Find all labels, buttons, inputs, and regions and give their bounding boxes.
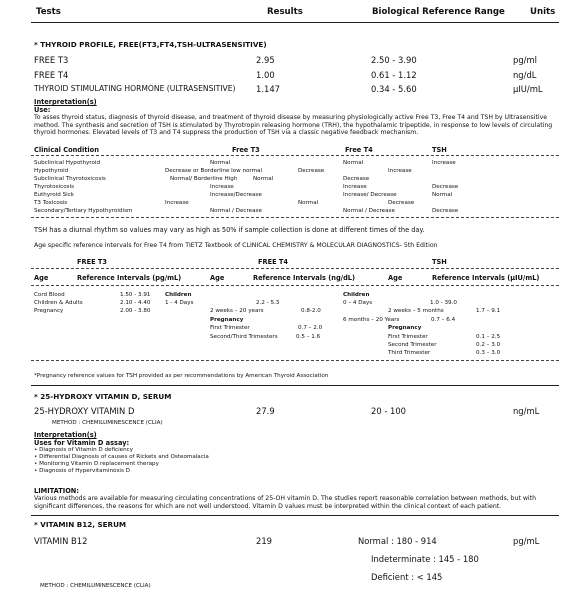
age-divider xyxy=(31,268,559,269)
t3-age: Children & Adults xyxy=(34,300,83,306)
test-unit: ng/mL xyxy=(513,406,540,416)
test-name: 25-HYDROXY VITAMIN D xyxy=(34,406,135,416)
condition-tsh: Decrease xyxy=(432,184,459,190)
tsh-age: 0 – 4 Days xyxy=(343,300,373,306)
b12-section-title: * VITAMIN B12, SERUM xyxy=(34,520,127,529)
t3-age: Pregnancy xyxy=(34,308,64,314)
condition-t3: Decrease or Borderline low normal xyxy=(165,168,263,174)
t4-age: 1 - 4 Days xyxy=(165,300,194,306)
section-divider xyxy=(31,385,559,386)
tsh-ref: 0.1 – 2.5 xyxy=(476,334,501,340)
condition-t4: Increase xyxy=(343,184,367,190)
ref-col-t3: Reference Intervals (pg/mL) xyxy=(77,274,182,282)
age-col-tsh: Age xyxy=(388,274,403,282)
test-result: 1.00 xyxy=(256,70,275,80)
condition-name: Hypothyroid xyxy=(34,168,69,174)
ref-col-tsh: Reference Intervals (µIU/mL) xyxy=(432,274,540,282)
b12-range-indeterminate: Indeterminate : 145 - 180 xyxy=(371,554,479,564)
tsh-ref: 0.2 – 3.0 xyxy=(476,342,501,348)
b12-range-deficient: Deficient : < 145 xyxy=(371,572,443,582)
vitd-interpretation-heading: Interpretation(s) xyxy=(34,431,97,439)
test-range: 20 - 100 xyxy=(371,406,406,416)
use-label: Use: xyxy=(34,106,51,114)
condition-t4: Increase/ Decrease xyxy=(343,192,397,198)
condition-name: Secondary/Tertiary Hypothyroidism xyxy=(34,208,133,214)
age-reference-note: Age specific reference intervals for Free T4 from TIETZ Textbook of CLINICAL CHEMISTRY & MOLECULAR DIAGNOSTICS- 5th Edition xyxy=(34,242,438,249)
limitation-label: LIMITATION: xyxy=(34,487,79,495)
t3-ref: 2.00 - 3.80 xyxy=(120,308,151,314)
t4-ref: 0.7 – 2.0 xyxy=(298,325,323,331)
t4-age: First Trimester xyxy=(210,325,250,331)
limitation-paragraph: Various methods are available for measuring circulating concentrations of 25-OH vitamin D. The studies report reasonable correlation between methods, but with significant differences, the reasons for which are not well understood. Vitamin D values must be interpreted within the clinical context of each patient. xyxy=(34,495,536,510)
condition-tsh: Increase xyxy=(388,168,412,174)
condition-t4: Normal / Decrease xyxy=(343,208,395,214)
age-section-t4: FREE T4 xyxy=(258,258,288,266)
test-range: 2.50 - 3.90 xyxy=(371,55,417,65)
test-range: 0.34 - 5.60 xyxy=(371,84,417,94)
vitd-use-item: • Monitoring Vitamin D replacement therapy xyxy=(34,461,159,467)
header-divider xyxy=(31,22,559,23)
test-name: FREE T4 xyxy=(34,70,69,80)
pregnancy-note: *Pregnancy reference values for TSH provided as per recommendations by American Thyroid Association xyxy=(34,373,329,379)
test-unit: pg/mL xyxy=(513,536,540,546)
condition-tsh: Decrease xyxy=(343,176,370,182)
cond-header-t4: Free T4 xyxy=(345,146,373,154)
cond-header-tsh: TSH xyxy=(432,146,447,154)
tsh-ref: 0.7 – 6.4 xyxy=(431,317,456,323)
tsh-ref: 0.3 – 3.0 xyxy=(476,350,501,356)
cond-header-condition: Clinical Condition xyxy=(34,146,99,154)
test-result: 27.9 xyxy=(256,406,275,416)
tsh-pregnancy-label: Pregnancy xyxy=(388,325,422,331)
test-result: 1.147 xyxy=(256,84,280,94)
condition-name: T3 Toxicosis xyxy=(34,200,68,206)
test-name: THYROID STIMULATING HORMONE (ULTRASENSITIVE) xyxy=(34,84,236,93)
test-range: Normal : 180 - 914 xyxy=(358,536,437,546)
condition-name: Euthyroid Sick xyxy=(34,192,75,198)
condition-t3: Normal / Decrease xyxy=(210,208,262,214)
condition-tsh: Decrease xyxy=(432,208,459,214)
age-section-tsh: TSH xyxy=(432,258,447,266)
age-col-t4: Age xyxy=(210,274,225,282)
tsh-ref: 1.0 - 39.0 xyxy=(430,300,457,306)
vitd-uses-label: Uses for Vitamin D assay: xyxy=(34,439,130,447)
condition-name: Subclinical Hypothyroid xyxy=(34,160,101,166)
age-col-t3: Age xyxy=(34,274,49,282)
header-tests: Tests xyxy=(36,7,61,17)
condition-t3: Normal xyxy=(210,160,231,166)
condition-tsh: Decrease xyxy=(388,200,415,206)
t3-ref: 2.10 - 4.40 xyxy=(120,300,151,306)
condition-t3: Increase/Decrease xyxy=(210,192,262,198)
test-result: 2.95 xyxy=(256,55,275,65)
t4-age: Second/Third Trimesters xyxy=(210,334,278,340)
t4-pregnancy-label: Pregnancy xyxy=(210,317,244,323)
test-result: 219 xyxy=(256,536,272,546)
condition-tsh: Normal xyxy=(432,192,453,198)
vitd-use-item: • Diagnosis of Hypervitaminosis D xyxy=(34,468,130,474)
condition-t3: Normal/ Borderline High xyxy=(170,176,238,182)
condition-t3: Increase xyxy=(165,200,189,206)
tsh-age: 2 weeks – 5 months xyxy=(388,308,444,314)
tsh-children-label: Children xyxy=(343,292,370,298)
tsh-ref: 1.7 – 9.1 xyxy=(476,308,501,314)
diurnal-note: TSH has a diurnal rhythm so values may vary as high as 50% if sample collection is done at different times of the day. xyxy=(34,226,425,234)
header-units: Units xyxy=(530,7,556,17)
test-name: VITAMIN B12 xyxy=(34,536,88,546)
test-unit: µIU/mL xyxy=(513,84,543,94)
condition-t3: Increase xyxy=(210,184,234,190)
tsh-age: Third Trimester xyxy=(388,350,431,356)
test-unit: ng/dL xyxy=(513,70,537,80)
vitd-use-item: • Diagnosis of Vitamin D deficiency xyxy=(34,447,134,453)
cond-header-t3: Free T3 xyxy=(232,146,260,154)
test-name: FREE T3 xyxy=(34,55,69,65)
condition-tsh: Increase xyxy=(432,160,456,166)
use-paragraph: To asses thyroid status, diagnosis of thyroid disease, and treatment of thyroid disease by measuring physiologically active Free T3, Free T4 and TSH by Ultrasensitive method. The synthesis and secretion of TSH is stimulated by Thyrotropin releasing hormone (TRH), the hypothalamic tripeptide, in response to low levels of circulating thyroid hormones. Elevated levels of T3 and T4 suppress the production of TSH via a classic negative feedback mechanism. xyxy=(34,114,553,137)
age-section-t3: FREE T3 xyxy=(77,258,107,266)
vitd-method: METHOD : CHEMILUMINESCENCE (CLIA) xyxy=(52,420,163,426)
section-divider xyxy=(31,515,559,516)
cond-divider xyxy=(31,217,559,218)
vitd-section-title: * 25-HYDROXY VITAMIN D, SERUM xyxy=(34,392,172,401)
b12-method: METHOD : CHEMILUMINESCENCE (CLIA) xyxy=(40,583,151,589)
t3-age: Cord Blood xyxy=(34,292,65,298)
header-results: Results xyxy=(267,7,303,17)
t4-age: 2 weeks – 20 years xyxy=(210,308,264,314)
test-range: 0.61 - 1.12 xyxy=(371,70,417,80)
tsh-age: Second Trimester xyxy=(388,342,437,348)
header-reference: Biological Reference Range xyxy=(372,7,505,17)
t4-children-label: Children xyxy=(165,292,192,298)
ref-col-t4: Reference Intervals (ng/dL) xyxy=(253,274,356,282)
cond-divider xyxy=(31,155,559,156)
t4-ref: 0.8-2.0 xyxy=(301,308,321,314)
t4-ref: 2.2 - 5.3 xyxy=(256,300,280,306)
tsh-age: 6 months – 20 Years xyxy=(343,317,400,323)
condition-name: Thyrotoxicosis xyxy=(34,184,75,190)
condition-name: Subclinical Thyrotoxicosis xyxy=(34,176,106,182)
condition-t4: Normal xyxy=(343,160,364,166)
test-unit: pg/ml xyxy=(513,55,537,65)
thyroid-section-title: * THYROID PROFILE, FREE(FT3,FT4,TSH-ULTRASENSITIVE) xyxy=(34,40,267,49)
interpretation-heading: Interpretation(s) xyxy=(34,98,97,106)
tsh-age: First Trimester xyxy=(388,334,428,340)
condition-t4: Normal xyxy=(253,176,274,182)
condition-t4: Decrease xyxy=(298,168,325,174)
vitd-use-item: • Differential Diagnosis of causes of Rickets and Osteomalacia xyxy=(34,454,209,460)
age-divider xyxy=(31,360,559,361)
t3-ref: 1.50 - 3.91 xyxy=(120,292,151,298)
t4-ref: 0.5 – 1.6 xyxy=(296,334,321,340)
age-divider xyxy=(31,285,559,286)
condition-t4: Normal xyxy=(298,200,319,206)
